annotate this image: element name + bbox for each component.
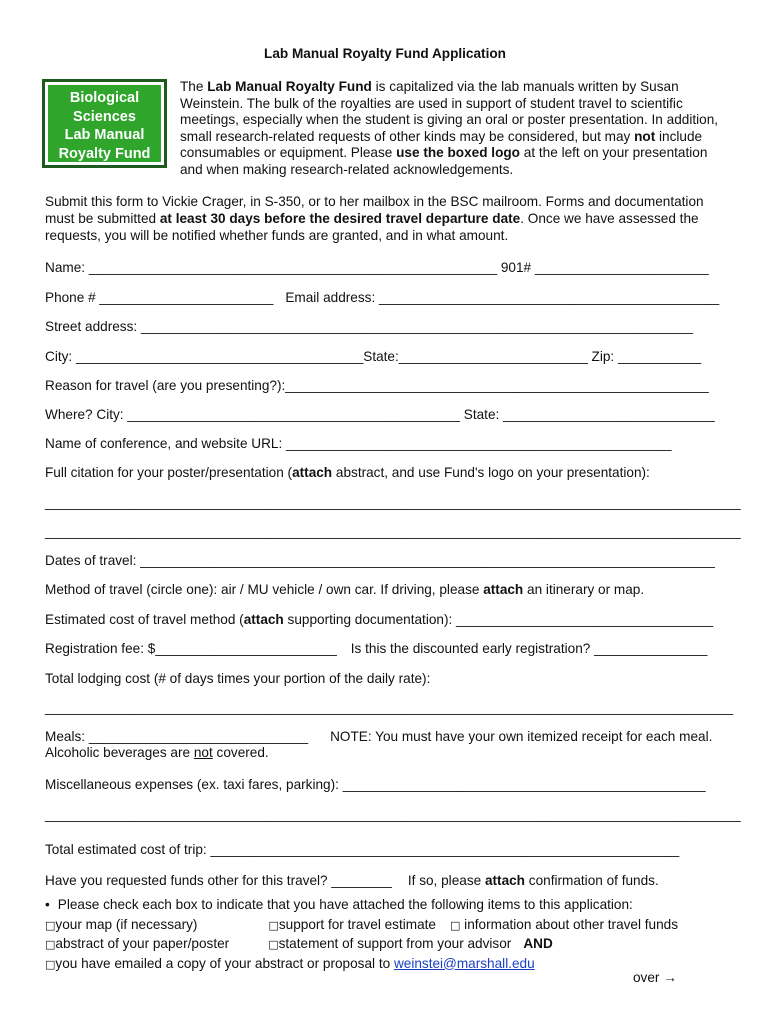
checklist-row-2: [45, 934, 678, 954]
lodging-blank-line[interactable]: ___________________________________________________________________________________________: [45, 700, 733, 715]
phone-field[interactable]: Phone # _______________________: [45, 290, 274, 305]
meals-row: [45, 728, 712, 745]
checkbox-map-label: your map (if necessary): [55, 916, 198, 932]
fund-logo-box: [42, 79, 167, 168]
citation-text: Full citation for your poster/presentation (: [45, 465, 293, 480]
estimated-attach: attach: [243, 612, 284, 627]
alcohol-text: covered.: [212, 745, 269, 760]
intro-bold-not: not: [634, 128, 656, 144]
checkbox-statement-label: statement of support from your advisor: [278, 936, 512, 951]
attachment-checklist: [45, 895, 678, 973]
fund-logo: [48, 85, 161, 162]
early-registration-field[interactable]: Is this the discounted early registration? _______________: [350, 641, 708, 656]
submit-text: Submit this form to Vickie Crager, in S-350, or to her mailbox in the BSC mailroom. Forms and documentation must be submitted: [45, 194, 704, 226]
checkbox-abstract-label: abstract of your paper/poster: [55, 936, 230, 951]
meals-note: NOTE: You must have your own itemized receipt for each meal.: [330, 729, 713, 744]
reason-field[interactable]: Reason for travel (are you presenting?):________________________________________________________: [45, 378, 709, 393]
estimated-text: supporting documentation): __________________________________: [283, 612, 714, 627]
checklist-row-1: [45, 915, 678, 935]
advisor-email-link[interactable]: weinstei@marshall.edu: [393, 955, 535, 971]
alcohol-not: not: [193, 745, 213, 760]
street-field[interactable]: Street address: _________________________________________________________________________: [45, 319, 693, 334]
checkbox-emailed[interactable]: □: [45, 957, 56, 971]
checkbox-support[interactable]: □: [268, 918, 279, 932]
checkbox-statement[interactable]: □: [268, 938, 279, 951]
method-of-travel: [45, 581, 644, 598]
phone-email-row: [45, 289, 719, 306]
submit-deadline: at least 30 days before the desired travel departure date: [159, 211, 521, 226]
other-funds-field[interactable]: Have you requested funds other for this travel? ________: [45, 873, 392, 888]
if-so-text: If so, please: [407, 873, 485, 888]
checkbox-map[interactable]: □: [45, 918, 56, 932]
registration-row: [45, 640, 708, 657]
checkbox-emailed-label: you have emailed a copy of your abstract or proposal to: [55, 955, 394, 971]
citation-blank-line-2[interactable]: ____________________________________________________________________________________________: [45, 524, 741, 539]
intro-text: at the left on your presentation and when making research-related acknowledgements.: [180, 145, 708, 177]
checklist-row-3: [45, 954, 678, 974]
citation-text: abstract, and use Fund's logo on your presentation):: [332, 465, 650, 480]
page-title: Lab Manual Royalty Fund Application: [264, 46, 506, 61]
submit-text: . Once we have assessed the requests, you will be notified whether funds are granted, and in what amount.: [45, 211, 699, 243]
alcohol-text: Alcoholic beverages are: [45, 745, 194, 760]
where-field[interactable]: Where? City: ____________________________________________ State: ____________________________: [45, 407, 715, 422]
checklist-intro: [45, 895, 678, 915]
checklist-intro-text: Please check each box to indicate that you have attached the following items to this application:: [57, 897, 633, 912]
city-state-zip-field[interactable]: City: ______________________________________State:_________________________ Zip: ___________: [45, 349, 702, 364]
estimated-cost-field[interactable]: [45, 611, 713, 628]
citation-attach: attach: [292, 465, 333, 480]
total-cost-field[interactable]: Total estimated cost of trip: ______________________________________________________________: [45, 842, 680, 857]
submit-instructions: [45, 193, 730, 244]
checkbox-abstract[interactable]: □: [45, 938, 56, 951]
alcohol-note: [45, 744, 269, 761]
citation-blank-line-1[interactable]: ____________________________________________________________________________________________: [45, 495, 741, 510]
method-text: an itinerary or map.: [523, 582, 645, 597]
citation-label: [45, 464, 650, 481]
intro-text: The: [180, 79, 208, 94]
dates-field[interactable]: Dates of travel: ____________________________________________________________________________: [45, 553, 715, 568]
lodging-label: Total lodging cost (# of days times your portion of the daily rate):: [45, 671, 431, 686]
other-funds-row: [45, 872, 659, 889]
misc-expenses-field[interactable]: Miscellaneous expenses (ex. taxi fares, parking): ________________________________________________: [45, 777, 706, 792]
checkbox-info[interactable]: □: [450, 918, 461, 932]
estimated-text: Estimated cost of travel method (: [45, 612, 244, 627]
intro-bold-fund: Lab Manual Royalty Fund: [207, 79, 372, 94]
intro-bold-logo: use the boxed logo: [396, 145, 520, 161]
meals-field[interactable]: Meals: _____________________________: [45, 729, 309, 744]
registration-fee-field[interactable]: Registration fee: $________________________: [45, 641, 337, 656]
conference-field[interactable]: Name of conference, and website URL: ___________________________________________________: [45, 436, 672, 451]
method-attach: attach: [483, 582, 524, 597]
intro-text: is capitalized via the lab manuals written by Susan Weinstein. The bulk of the royalties are used in support of student travel to scientific meetings, especially when the student is giving an oral or poster presentation. In addition, small research-related requests of other kinds may be considered, but may: [180, 79, 719, 144]
name-field[interactable]: Name: ______________________________________________________ 901# _______________________: [45, 260, 709, 275]
and-label: AND: [523, 936, 553, 951]
checkbox-support-label: support for travel estimate: [278, 916, 436, 932]
logo-line-3: Lab Manual: [64, 127, 145, 143]
logo-line-4: Royalty Fund: [58, 145, 151, 162]
intro-text: include consumables or equipment. Please: [180, 128, 703, 161]
if-so-text: confirmation of funds.: [525, 873, 659, 888]
misc-blank-line[interactable]: ____________________________________________________________________________________________: [45, 807, 741, 822]
intro-paragraph: [180, 79, 725, 179]
over-indicator: over →: [633, 970, 677, 985]
method-text: Method of travel (circle one): air / MU vehicle / own car. If driving, please: [45, 582, 484, 597]
bullet-icon: •: [45, 897, 50, 912]
logo-line-1: Biological: [69, 90, 140, 106]
checkbox-info-label: information about other travel funds: [460, 916, 679, 932]
if-so-attach: attach: [484, 873, 525, 888]
email-field[interactable]: Email address: _____________________________________________: [285, 290, 720, 305]
logo-line-2: Sciences: [73, 108, 136, 125]
